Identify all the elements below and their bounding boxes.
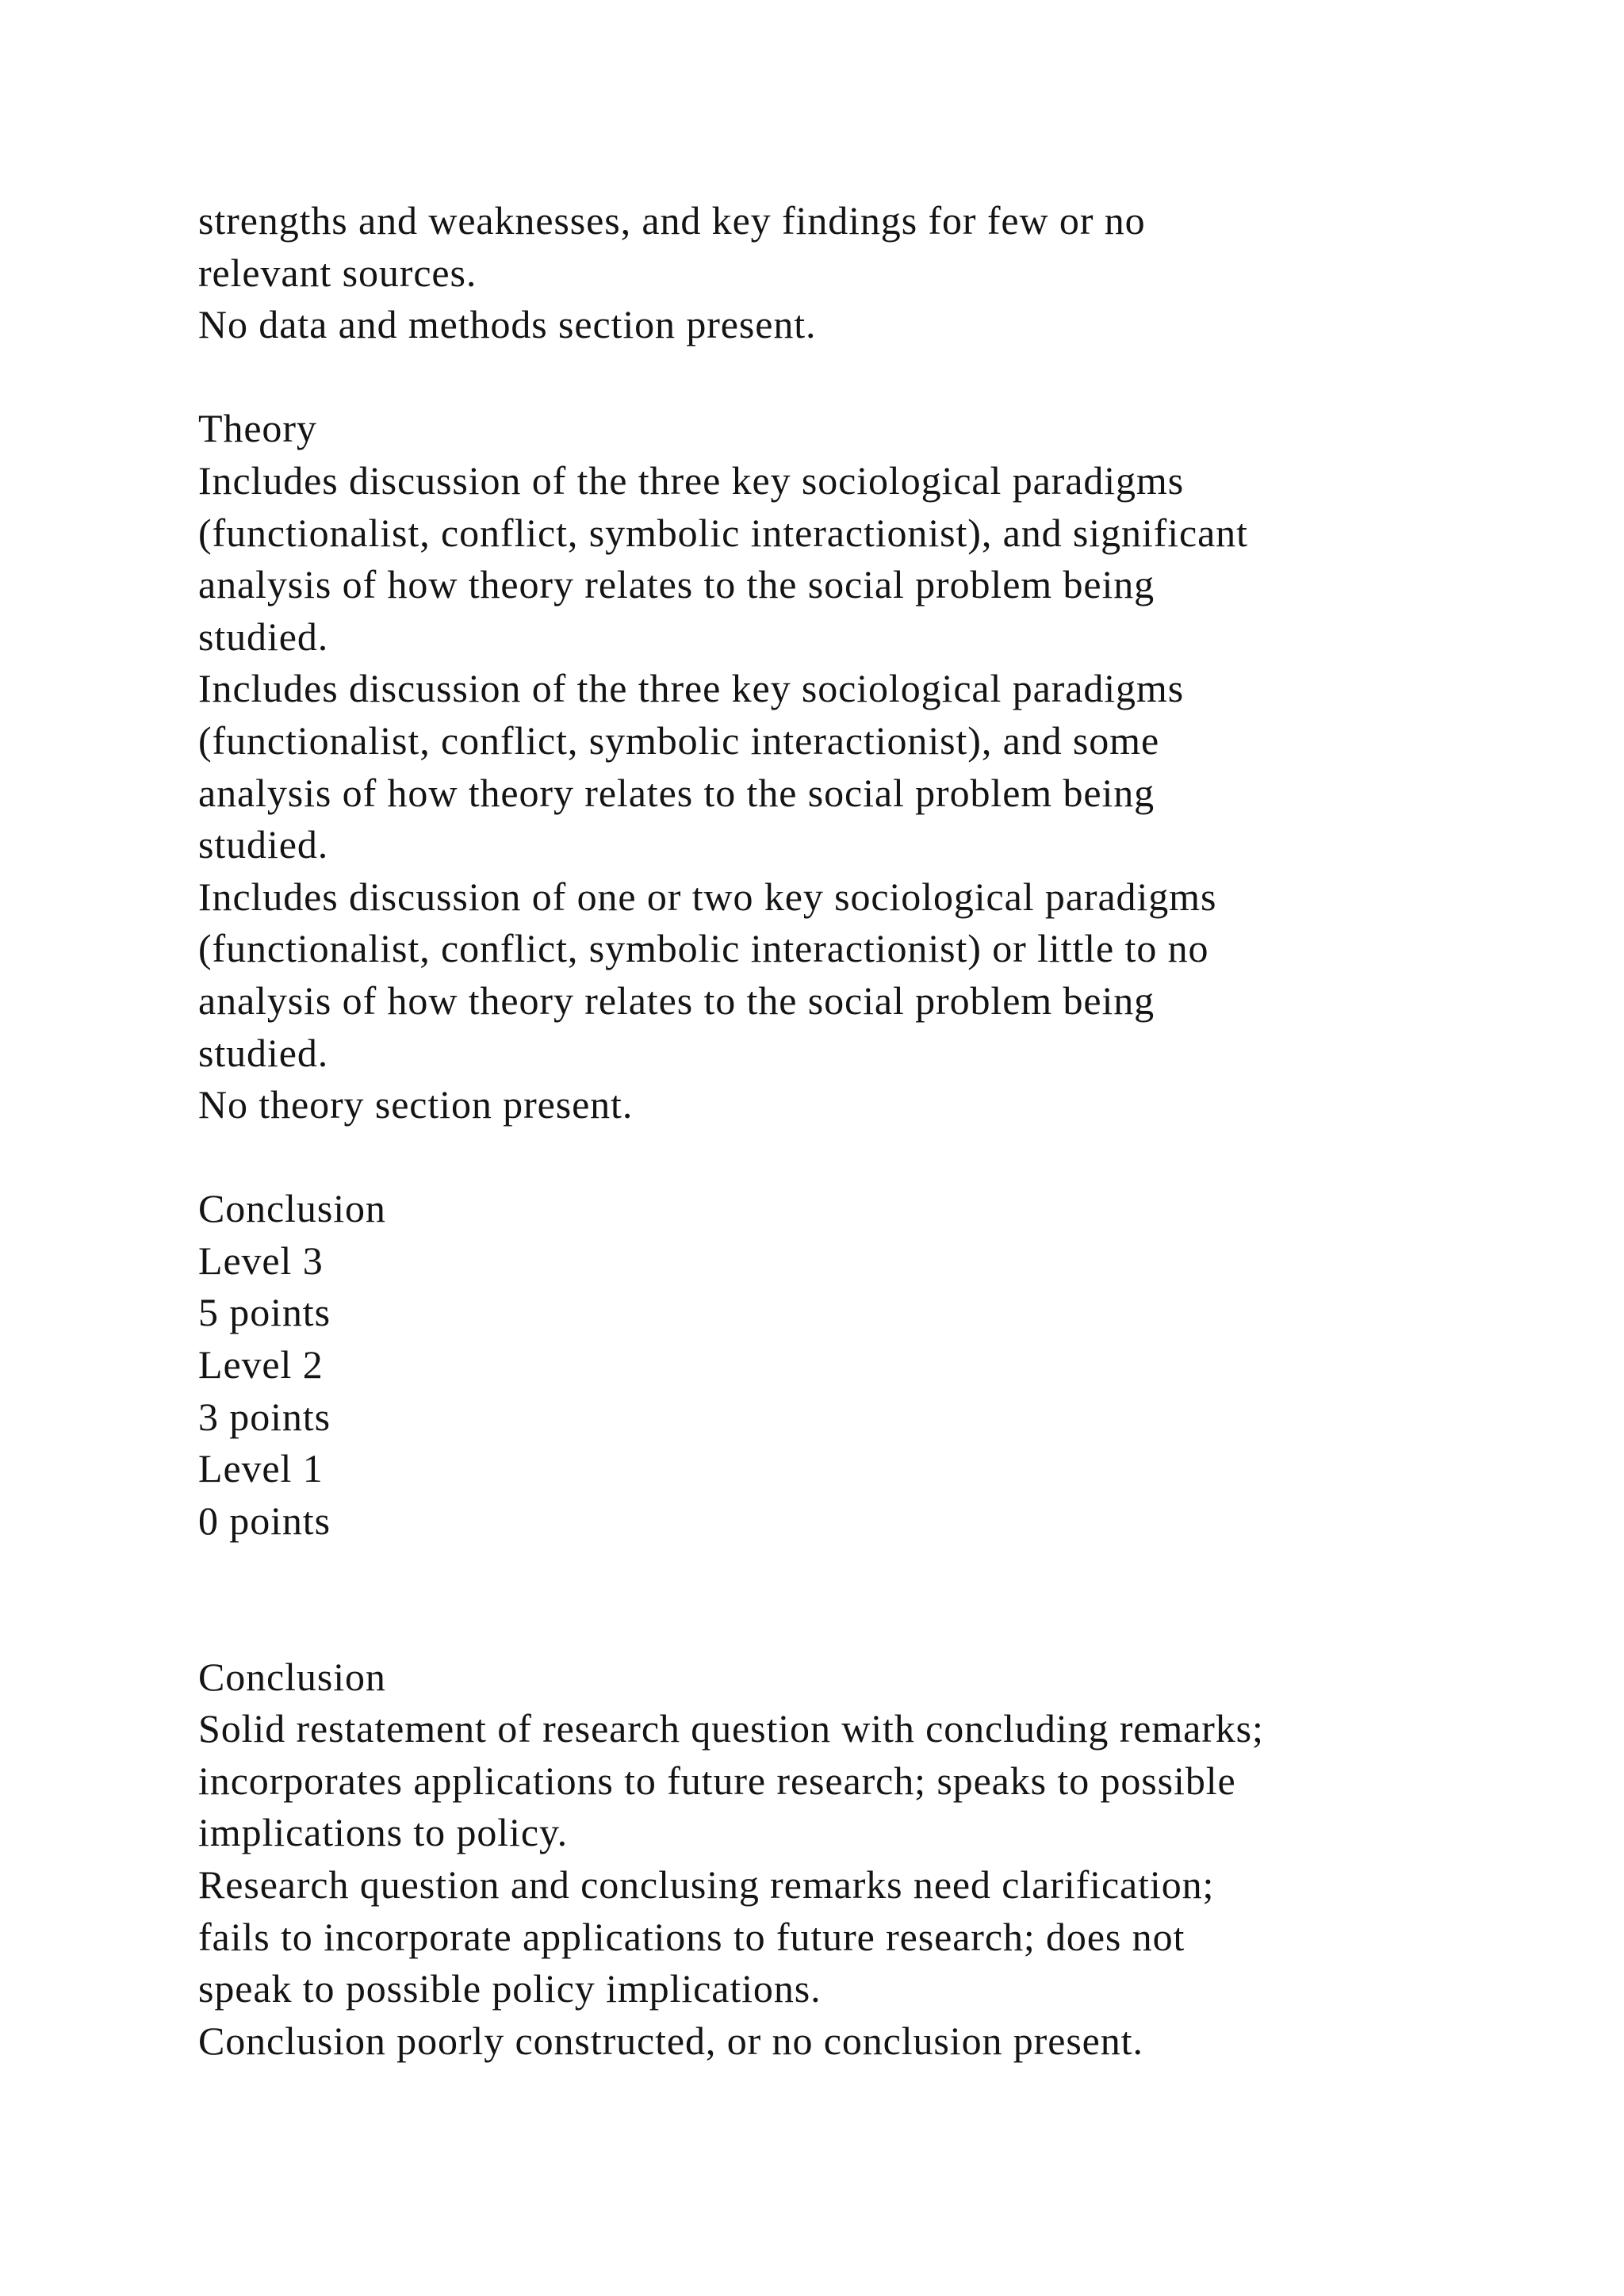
document-line: 3 points	[198, 1394, 331, 1439]
document-line: Conclusion	[198, 1654, 386, 1699]
document-line: analysis of how theory relates to the social problem being	[198, 978, 1155, 1023]
document-line: studied.	[198, 822, 329, 867]
blank-line	[198, 1547, 1546, 1599]
document-body	[198, 195, 1546, 2067]
document-line: Includes discussion of the three key sociological paradigms	[198, 457, 1185, 503]
document-line: speak to possible policy implications.	[198, 1966, 822, 2011]
blank-line	[198, 1131, 1546, 1184]
blank-line	[198, 1599, 1546, 1651]
document-line: Conclusion	[198, 1186, 386, 1231]
document-line: 5 points	[198, 1290, 331, 1335]
document-line: 0 points	[198, 1498, 331, 1543]
document-line: implications to policy.	[198, 1810, 569, 1855]
document-line: Solid restatement of research question with concluding remarks;	[198, 1706, 1264, 1751]
document-line: Conclusion poorly constructed, or no conclusion present.	[198, 2018, 1143, 2063]
document-line: Research question and conclusing remarks need clarification;	[198, 1862, 1215, 1907]
document-line: Level 1	[198, 1446, 324, 1491]
document-line: (functionalist, conflict, symbolic interactionist), and significant	[198, 510, 1248, 555]
document-line: No data and methods section present.	[198, 302, 817, 347]
document-line: fails to incorporate applications to future research; does not	[198, 1914, 1185, 1959]
document-line: (functionalist, conflict, symbolic interactionist), and some	[198, 718, 1160, 763]
document-line: (functionalist, conflict, symbolic interactionist) or little to no	[198, 926, 1209, 971]
document-line: Level 2	[198, 1342, 324, 1387]
document-line: strengths and weaknesses, and key findings for few or no	[198, 198, 1146, 243]
document-line: Includes discussion of the three key sociological paradigms	[198, 666, 1185, 711]
document-line: studied.	[198, 1030, 329, 1075]
document-line: incorporates applications to future research; speaks to possible	[198, 1758, 1236, 1803]
document-line: studied.	[198, 614, 329, 659]
document-line: relevant sources.	[198, 250, 477, 295]
document-line: Includes discussion of one or two key sociological paradigms	[198, 874, 1217, 919]
document-line: Theory	[198, 406, 317, 451]
document-line: analysis of how theory relates to the social problem being	[198, 562, 1155, 607]
document-line: No theory section present.	[198, 1082, 634, 1127]
document-line: Level 3	[198, 1238, 324, 1283]
document-line: analysis of how theory relates to the social problem being	[198, 770, 1155, 815]
blank-line	[198, 351, 1546, 404]
